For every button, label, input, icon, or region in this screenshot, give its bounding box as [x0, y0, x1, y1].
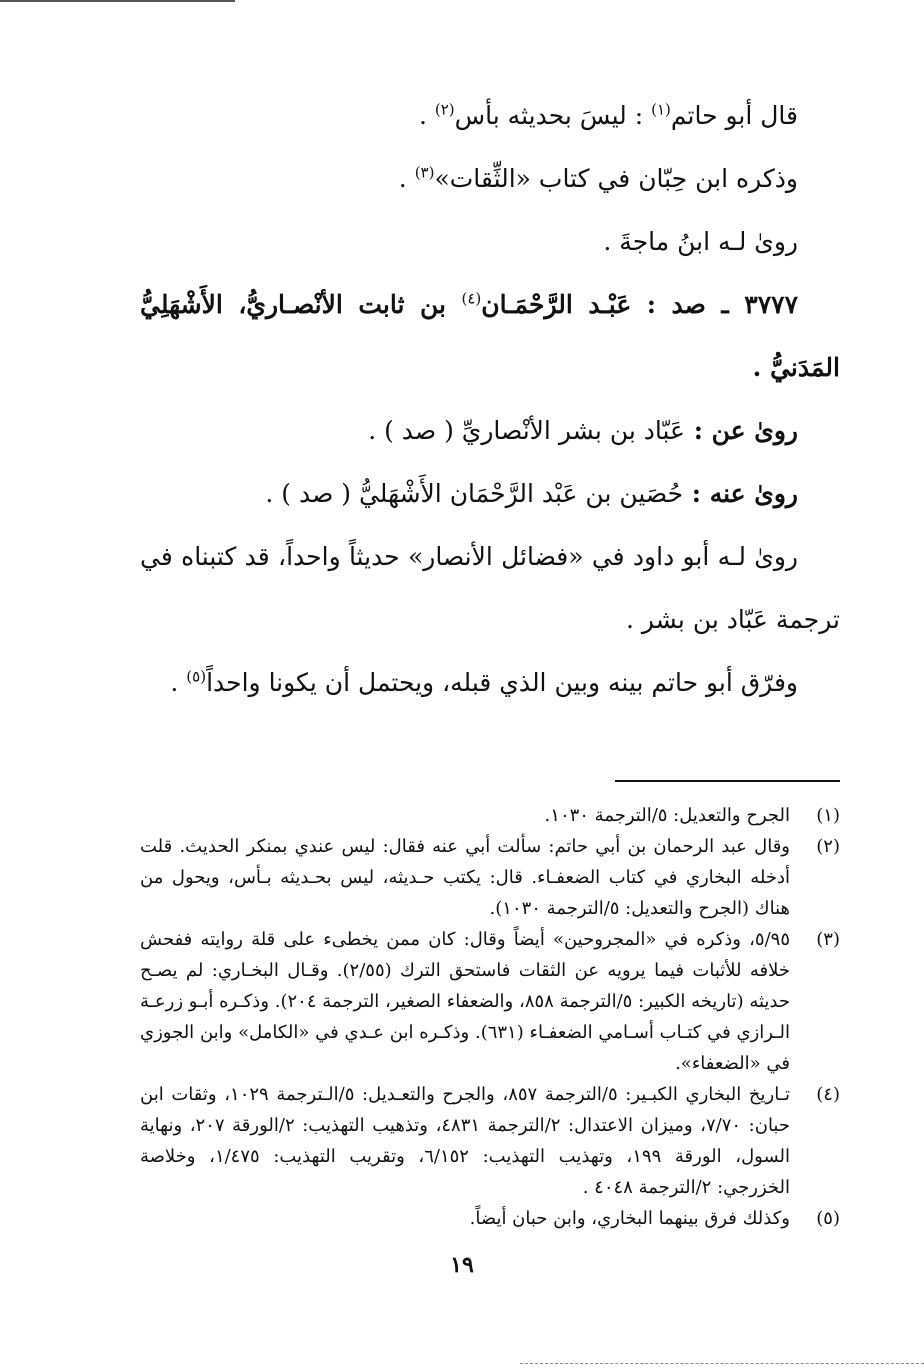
footnote-number: (٥) [816, 1208, 840, 1229]
footnote-item [140, 800, 840, 831]
paragraph-narrated-by [140, 462, 840, 525]
footnote-ref-4[interactable]: (٤) [461, 289, 482, 308]
entry-lineage: بن ثابت الأنْصـاريُّ، الأَشْهَلِيُّ المَدَنيُّ . [140, 290, 840, 382]
paragraph-ibn-majah: روىٰ لـه ابنُ ماجةَ . [603, 227, 798, 256]
footnote-ref-5[interactable]: (٥) [186, 667, 207, 686]
footnote-number: (٢) [816, 836, 840, 857]
footnotes [140, 800, 840, 1234]
label-narrated-from: روىٰ عن : [684, 416, 798, 445]
text-run: وذكره ابن حِبّان في كتاب «الثِّقات» [434, 164, 798, 193]
footnote-number: (١) [816, 805, 840, 826]
scan-edge-line-bottom [520, 1363, 924, 1364]
text-run: . [170, 668, 187, 697]
text-run: . [398, 164, 415, 193]
footnote-ref-3[interactable]: (٣) [414, 163, 435, 182]
scan-edge-line-top [0, 0, 235, 2]
page-number: ١٩ [450, 1252, 474, 1278]
text-run: قال أبو حاتم [670, 101, 798, 130]
text-run: وفرّق أبو حاتم بينه وبين الذي قبله، ويحتمل أن يكونا واحداً [206, 668, 798, 697]
footnote-text: وقال عبد الرحمان بن أبي حاتم: سألت أبي عنه فقال: ليس عندي بمنكر الحديث. قلت أدخله البخاري في كتاب الضعفـاء. قال: يكتب حـديثه، ليس بحـديثه بـأس، ويحول من هناك (الجرح والتعديل: ٥/الترجمة ١٠٣٠). [140, 836, 790, 919]
footnote-number: (٣) [816, 929, 840, 950]
footnote-ref-1[interactable]: (١) [651, 100, 671, 119]
text-run: حُصَين بن عَبْد الرَّحْمَان الأَشْهَليُّ ( صد ) . [265, 479, 684, 508]
paragraph-distinction [140, 651, 840, 714]
paragraph-narrated-from [140, 399, 840, 462]
label-narrated-by: روىٰ عنه : [683, 479, 798, 508]
footnote-item [140, 1079, 840, 1203]
footnote-number: (٤) [816, 1084, 840, 1105]
paragraph-abu-dawud: روىٰ لـه أبو داود في «فضائل الأنصار» حديثاً واحداً، قد كتبناه في ترجمة عَبّاد بن بشر . [140, 542, 840, 634]
footnote-text: الجرح والتعديل: ٥/الترجمة ١٠٣٠. [544, 805, 790, 826]
footnote-item [140, 831, 840, 924]
paragraph-abu-hatim [140, 84, 840, 147]
footnote-text: وكذلك فرق بينهما البخاري، وابن حبان أيضاً. [469, 1208, 790, 1229]
footnote-text: تـاريخ البخاري الكبـير: ٥/الترجمة ٨٥٧، والجرح والتعـديل: ٥/الـترجمة ١٠٢٩، وثقات ابن حبان: ٧/٧٠، وميزان الاعتدال: ٢/الترجمة ٤٨٣١، وتذهيب التهذيب: ٢/الورقة ٢٠٧، ونهاية السول، الورقة ١٩٩، وتهذيب التهذيب: ٦/١٥٢، وتقريب التهذيب: ١/٤٧٥، وخلاصة الخزرجي: ٢/الترجمة ٤٠٤٨ . [140, 1084, 791, 1198]
page-body [140, 84, 840, 1234]
footnote-item [140, 924, 840, 1079]
footnote-ref-2[interactable]: (٢) [434, 100, 455, 119]
footnote-item [140, 1203, 840, 1234]
text-run: : ليسَ بحديثه بأس [454, 101, 652, 130]
footnote-separator [615, 780, 840, 782]
entry-heading-3777 [140, 273, 840, 399]
text-run: . [418, 101, 435, 130]
entry-name: عَبْـد الرَّحْمَـان [481, 290, 632, 319]
footnote-text: ٥/٩٥، وذكره في «المجروحين» أيضاً وقال: كان ممن يخطىء على قلة روايته ففحش خلافه للأثبات فيما يرويه عن الثقات فاستحق الترك (٢/٥٥). وقـال البخـاري: لم يصـح حديثه (تاريخه الكبير: ٥/الترجمة ٨٥٨، والضعفاء الصغير، الترجمة ٢٠٤). وذكـره أبـو زرعـة الـرازي في كتـاب أسـامي الضعفـاء (٦٣١). وذكـره ابن عـدي في «الكامل» وابن الجوزي في «الضعفاء». [140, 929, 790, 1074]
text-run: عَبّاد بن بشر الأنْصاريِّ ( صد ) . [368, 416, 685, 445]
main-text [140, 84, 840, 714]
entry-number: ٣٧٧٧ ـ صد : [631, 290, 799, 319]
paragraph-ibn-hibban [140, 147, 840, 210]
